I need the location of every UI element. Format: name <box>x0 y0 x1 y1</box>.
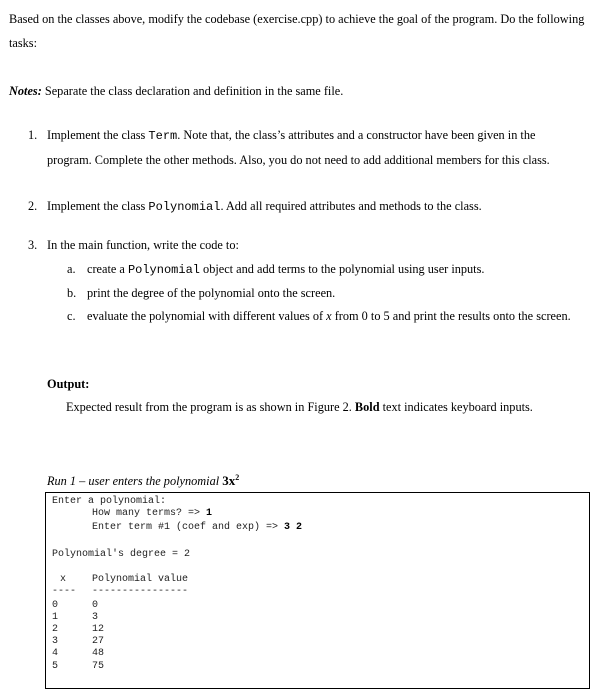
terminal-row-x: 0 <box>52 600 59 611</box>
terminal-row-value: 27 <box>92 636 105 647</box>
task-3c-var-x: x <box>326 309 332 323</box>
terminal-row-value: 0 <box>92 600 99 611</box>
terminal-sep-x: ---- <box>52 586 77 597</box>
task-3a-class-polynomial: Polynomial <box>127 263 200 277</box>
task-3-text: In the main function, write the code to: <box>47 238 239 252</box>
terminal-col-value: Polynomial value <box>92 574 189 585</box>
terminal-row-x: 3 <box>52 636 59 647</box>
task-1-number: 1. <box>28 128 38 142</box>
task-3c-text-a: evaluate the polynomial with different values of <box>87 309 327 323</box>
task-3c-text <box>87 304 582 328</box>
output-text-a: Expected result from the program is as shown in Figure 2. <box>66 400 355 414</box>
run-polynomial: 3x <box>222 473 236 489</box>
task-1-text <box>47 123 582 172</box>
run-label-desc: – user enters the polynomial <box>76 474 223 489</box>
terminal-terms-input: 1 <box>206 508 213 519</box>
task-1-class-term: Term <box>148 129 178 143</box>
terminal-terms-prompt: How many terms? => <box>92 508 207 519</box>
output-text-b: text indicates keyboard inputs. <box>379 400 533 414</box>
intro-paragraph: Based on the classes above, modify the codebase (exercise.cpp) to achieve the goal of the program. Do the following tasks: <box>9 12 585 50</box>
output-text <box>66 395 571 419</box>
terminal-row-x: 2 <box>52 624 59 635</box>
terminal-row-value: 12 <box>92 624 105 635</box>
run-polynomial-exponent: 2 <box>235 473 240 482</box>
task-2-text-a: Implement the class <box>47 199 149 213</box>
task-3c-letter: c. <box>67 309 76 323</box>
task-2-number: 2. <box>28 199 38 213</box>
task-2-class-polynomial: Polynomial <box>148 200 221 214</box>
terminal-output-box <box>45 492 590 689</box>
terminal-degree-line: Polynomial's degree = 2 <box>52 549 191 560</box>
terminal-row-value: 75 <box>92 661 105 672</box>
notes-line <box>9 79 343 103</box>
terminal-line-prompt: Enter a polynomial: <box>52 496 167 507</box>
output-text-bold: Bold <box>354 400 380 414</box>
output-heading: Output: <box>47 377 90 391</box>
task-3-number: 3. <box>28 238 38 252</box>
task-1-text-a: Implement the class <box>47 128 149 142</box>
task-3a-text <box>87 257 484 282</box>
task-3a-text-b: object and add terms to the polynomial using user inputs. <box>199 262 485 276</box>
notes-text: Separate the class declaration and definition in the same file. <box>41 84 344 98</box>
terminal-line-terms <box>92 508 212 520</box>
task-3b-letter: b. <box>67 286 77 300</box>
terminal-row-x: 4 <box>52 648 59 659</box>
task-3c-text-b: from 0 to 5 and print the results onto the screen. <box>331 309 571 323</box>
terminal-term1-prompt: Enter term #1 (coef and exp) => <box>92 522 285 533</box>
terminal-row-value: 3 <box>92 612 99 623</box>
terminal-term1-input: 3 2 <box>284 522 303 533</box>
run-label-italic: Run 1 <box>47 474 77 489</box>
task-3b-text: print the degree of the polynomial onto the screen. <box>87 286 336 300</box>
terminal-col-x: x <box>60 574 67 585</box>
terminal-line-term1 <box>92 522 302 534</box>
terminal-row-value: 48 <box>92 648 105 659</box>
task-3a-text-a: create a <box>87 262 128 276</box>
run-label <box>47 466 239 493</box>
task-2-text <box>47 194 482 219</box>
terminal-sep-value: ---------------- <box>92 586 189 597</box>
task-2-text-b: . Add all required attributes and methods to the class. <box>220 199 482 213</box>
task-1-text-b: . Note that, the class’s attributes and a constructor have been given in the program. Complete the other methods. Also, you do not need to add additional members for this class. <box>47 128 550 167</box>
task-3a-letter: a. <box>67 262 76 276</box>
terminal-row-x: 5 <box>52 661 59 672</box>
terminal-row-x: 1 <box>52 612 59 623</box>
notes-label: Notes: <box>9 84 42 98</box>
